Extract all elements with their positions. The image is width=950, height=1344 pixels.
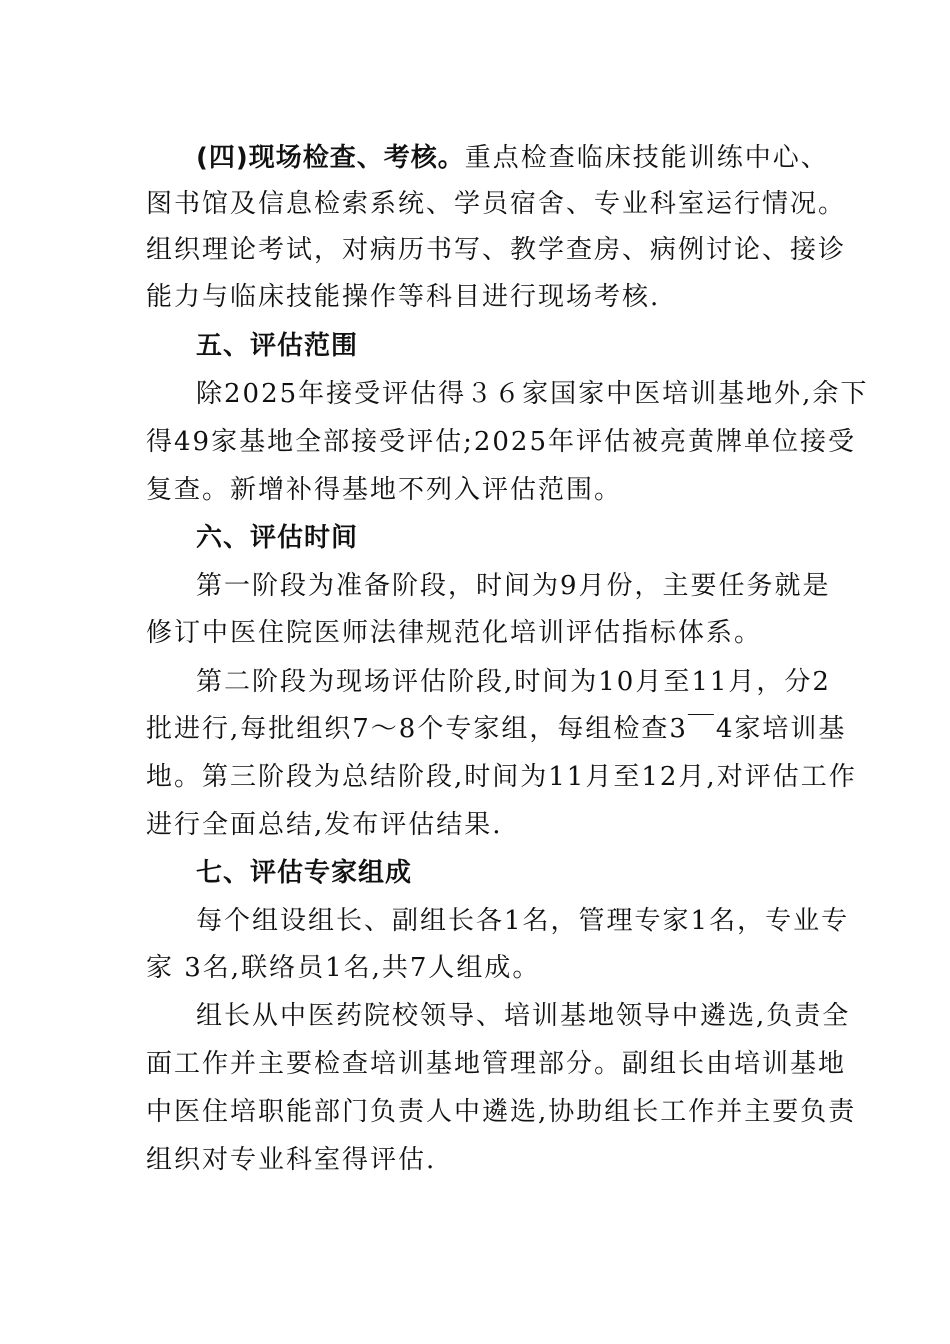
- section6-para2-line-2: 批进行,每批组织7～8个专家组，每组检查3￣4家培训基: [146, 714, 847, 744]
- section4-line-2: 图书馆及信息检索系统、学员宿舍、专业科室运行情况。: [146, 189, 847, 219]
- section7-heading: 七、评估专家组成: [196, 858, 413, 888]
- section4-line-4: 能力与临床技能操作等科目进行现场考核.: [146, 282, 661, 312]
- section5-line-3: 复查。新增补得基地不列入评估范围。: [146, 475, 623, 505]
- section6-para2-line-4: 进行全面总结,发布评估结果.: [146, 810, 503, 840]
- section4-line-1: [196, 138, 829, 178]
- section7-para2-line-1: 组长从中医药院校领导、培训基地领导中遴选,负责全: [196, 1001, 851, 1031]
- section6-para1-line-2: 修订中医住院医师法律规范化培训评估指标体系。: [146, 618, 763, 648]
- section7-para2-line-3: 中医住培职能部门负责人中遴选,协助组长工作并主要负责: [146, 1097, 857, 1127]
- section7-para1-line-2: 家 3名,联络员1名,共7人组成。: [146, 953, 541, 983]
- section7-para2-line-2: 面工作并主要检查培训基地管理部分。副组长由培训基地: [146, 1049, 847, 1079]
- section6-para1-line-1: 第一阶段为准备阶段，时间为9月份，主要任务就是: [196, 571, 831, 601]
- section5-line-1: 除2025年接受评估得３６家国家中医培训基地外,余下: [196, 379, 869, 409]
- section6-para2-line-1: 第二阶段为现场评估阶段,时间为10月至11月，分2: [196, 667, 831, 697]
- section7-para1-line-1: 每个组设组长、副组长各1名，管理专家1名，专业专: [196, 906, 850, 936]
- section5-line-2: 得49家基地全部接受评估;2025年评估被亮黄牌单位接受: [146, 427, 857, 457]
- section4-text: 重点检查临床技能训练中心、: [464, 143, 829, 173]
- section4-line-3: 组织理论考试，对病历书写、教学查房、病例讨论、接诊: [146, 235, 847, 265]
- section7-para2-line-4: 组织对专业科室得评估.: [146, 1145, 437, 1175]
- section5-heading: 五、评估范围: [196, 331, 359, 361]
- section6-heading: 六、评估时间: [196, 523, 359, 553]
- section6-para2-line-3: 地。第三阶段为总结阶段,时间为11月至12月,对评估工作: [146, 762, 857, 792]
- section4-label: (四)现场检查、考核。: [196, 143, 465, 173]
